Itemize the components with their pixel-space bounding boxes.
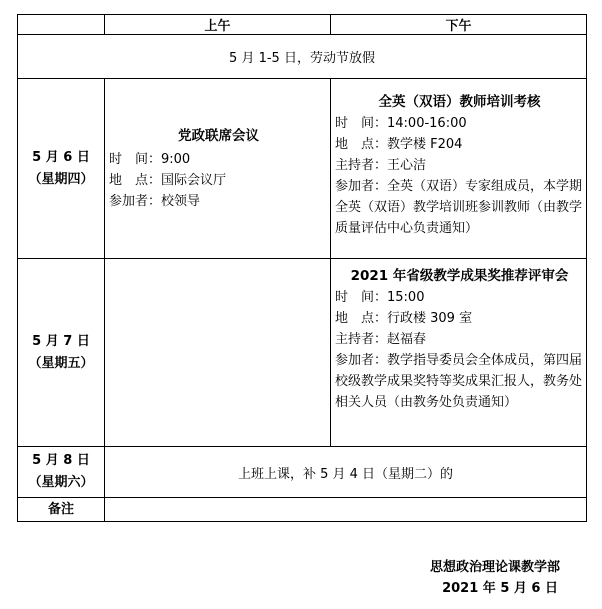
event-title: 全英（双语）教师培训考核 bbox=[378, 94, 541, 110]
footer-department: 思想政治理论课教学部 bbox=[429, 560, 560, 575]
day-label-cell bbox=[18, 259, 105, 447]
event-title: 党政联席会议 bbox=[178, 127, 259, 144]
day-row-may7 bbox=[18, 259, 587, 447]
am-cell bbox=[105, 79, 331, 259]
holiday-notice: 5 月 1-5 日，劳动节放假 bbox=[18, 35, 587, 79]
event-attendees: 参加者：全英（双语）专家组成员，本学期全英（双语）教学培训班参训教师（由教学质量评估中心负责通知） bbox=[335, 179, 583, 236]
header-pm: 下午 bbox=[331, 15, 587, 35]
day-label-cell bbox=[18, 447, 105, 498]
event-time: 时 间：15:00 bbox=[335, 290, 425, 305]
event-host: 主持者：王心洁 bbox=[335, 158, 427, 173]
remarks-label: 备注 bbox=[18, 498, 105, 522]
day-weekday: （星期五） bbox=[28, 355, 94, 371]
merged-day-note: 上班上课，补 5 月 4 日（星期二）的 bbox=[105, 447, 587, 498]
event-attendees: 参加者：教学指导委员会全体成员，第四届校级教学成果奖特等奖成果汇报人，教务处相关人员（由教务处负责通知） bbox=[335, 353, 583, 410]
header-am: 上午 bbox=[105, 15, 331, 35]
schedule-table bbox=[17, 14, 587, 522]
pm-event bbox=[331, 79, 586, 239]
event-time: 时 间：14:00-16:00 bbox=[335, 116, 467, 131]
remarks-value bbox=[105, 498, 587, 522]
event-place: 地 点：国际会议厅 bbox=[109, 172, 227, 188]
day-weekday: （星期六） bbox=[28, 475, 94, 490]
day-label-cell bbox=[18, 79, 105, 259]
day-row-may6 bbox=[18, 79, 587, 259]
day-date: 5 月 6 日 bbox=[32, 149, 90, 165]
footer-date: 2021 年 5 月 6 日 bbox=[442, 581, 558, 596]
event-place: 地 点：教学楼 F204 bbox=[335, 137, 463, 152]
pm-cell bbox=[331, 259, 587, 447]
remarks-row bbox=[18, 498, 587, 522]
header-row bbox=[18, 15, 587, 35]
event-title: 2021 年省级教学成果奖推荐评审会 bbox=[350, 268, 569, 284]
day-row-may8 bbox=[18, 447, 587, 498]
day-date: 5 月 7 日 bbox=[32, 333, 90, 349]
am-event bbox=[105, 126, 330, 212]
day-weekday: （星期四） bbox=[28, 171, 94, 187]
pm-cell bbox=[331, 79, 587, 259]
event-attendees: 参加者：校领导 bbox=[109, 193, 201, 209]
header-blank-cell bbox=[18, 15, 105, 35]
event-time: 时 间：9:00 bbox=[109, 151, 191, 167]
event-host: 主持者：赵福春 bbox=[335, 332, 427, 347]
event-place: 地 点：行政楼 309 室 bbox=[335, 311, 473, 326]
am-cell-empty bbox=[105, 259, 331, 447]
day-date: 5 月 8 日 bbox=[32, 453, 90, 468]
holiday-row bbox=[18, 35, 587, 79]
pm-event bbox=[331, 259, 586, 413]
